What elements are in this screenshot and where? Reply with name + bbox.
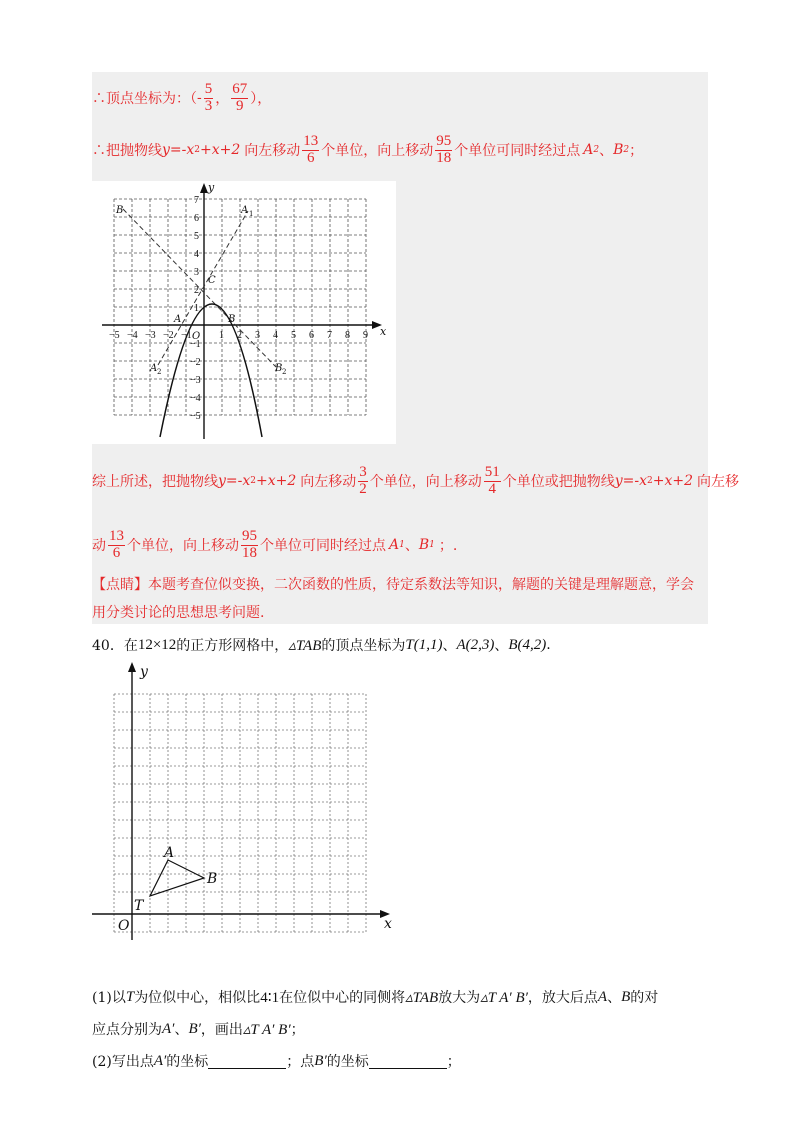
- fraction-denominator: 4: [488, 480, 497, 497]
- y-tick: −2: [190, 357, 201, 368]
- move-left-fraction: [302, 134, 319, 167]
- x-tick: −2: [163, 330, 174, 341]
- vertex-x-sign: -: [197, 90, 202, 106]
- summary-line-2: [92, 522, 457, 568]
- y-axis-label: y: [208, 181, 215, 194]
- origin-label: O: [192, 331, 201, 342]
- fraction-numerator: 95: [436, 132, 452, 149]
- subscript: 1: [429, 540, 435, 550]
- separator: ，: [215, 91, 230, 107]
- text: 综上所述，把抛物线: [92, 474, 218, 490]
- semicolon: ；: [629, 143, 644, 159]
- point-a2-label: A: [150, 363, 158, 374]
- point-label: A: [583, 142, 594, 158]
- text: .: [546, 637, 551, 653]
- y-axis-arrow-icon: [200, 183, 208, 193]
- x-tick: −5: [109, 330, 120, 341]
- question-number: 40．: [92, 638, 124, 654]
- text: 的对: [630, 990, 659, 1006]
- point-a: A: [597, 988, 608, 1005]
- y-axis-arrow-icon: [128, 662, 136, 672]
- text: 向左移动: [300, 474, 357, 490]
- y-tick: −5: [190, 411, 201, 422]
- question-40: [92, 632, 551, 658]
- point-t: T: [125, 988, 135, 1005]
- text: 个单位，向上移动: [321, 143, 434, 159]
- point-b: B: [621, 988, 631, 1005]
- triangle-name: ▵TAB: [405, 989, 439, 1006]
- parabola-expr: y=-x: [162, 142, 195, 158]
- subscript: 1: [249, 210, 254, 218]
- text: 的顶点坐标为: [321, 638, 406, 654]
- exponent: 2: [250, 476, 256, 486]
- point-b-label: B: [228, 314, 236, 325]
- parabola-expr: y=-x: [218, 473, 251, 489]
- triangle-name-prime: ▵T A′ B′: [242, 1021, 291, 1038]
- point-t-coord: T(1,1): [405, 636, 443, 653]
- text: (2)写出点: [92, 1054, 154, 1070]
- fraction-denominator: 3: [204, 97, 213, 114]
- x-tick: −3: [145, 330, 156, 341]
- fraction-numerator: 5: [204, 80, 213, 97]
- subscript: 2: [282, 368, 287, 376]
- y-tick: −3: [190, 375, 201, 386]
- comment-text: 【点睛】本题考查位似变换，二次函数的性质，待定系数法等知识，解题的关键是理解题意，学会: [92, 577, 694, 593]
- text: ，画出: [200, 1022, 243, 1038]
- text: 放大为: [438, 990, 481, 1006]
- fraction-numerator: 3: [359, 463, 367, 480]
- point-b-coord: B(4,2): [508, 636, 547, 653]
- summary2-left-fraction: [108, 529, 125, 562]
- summary-line-1: [92, 458, 739, 504]
- fraction-denominator: 9: [235, 97, 244, 114]
- fraction-numerator: 13: [303, 132, 319, 149]
- vertex-x-fraction: [204, 82, 214, 115]
- answer-blank-a[interactable]: [208, 1054, 286, 1069]
- point-label: A: [389, 537, 400, 553]
- ratio: 4∶1: [260, 989, 280, 1006]
- grid: [114, 694, 366, 932]
- parabola-figure: [92, 181, 396, 444]
- x-tick: 5: [291, 330, 296, 341]
- point-label: B: [418, 537, 430, 553]
- move-line: [92, 128, 643, 172]
- comment-text: 用分类讨论的思想思考问题.: [92, 605, 265, 621]
- x-tick: 7: [327, 330, 332, 341]
- summary-left-fraction: [358, 465, 368, 498]
- y-axis-label: y: [140, 664, 148, 680]
- vertex-end: ），: [250, 91, 272, 107]
- separator: 、: [404, 538, 419, 554]
- y-tick: 2: [194, 285, 199, 296]
- text: ；: [290, 1022, 305, 1038]
- separator: 、: [494, 638, 509, 654]
- text: ，放大后点: [527, 990, 598, 1006]
- point-b2-label: B: [275, 363, 283, 374]
- parabola-expr-tail: +x+2: [256, 473, 297, 489]
- grid-size: 12×12: [137, 636, 177, 653]
- text: (1)以: [92, 990, 126, 1006]
- subscript: 2: [623, 145, 630, 155]
- origin-label: O: [118, 918, 130, 934]
- point-a-coord: A(2,3): [456, 636, 495, 653]
- point-a-label: A: [174, 314, 182, 325]
- text: ；: [446, 1054, 461, 1070]
- y-tick: 7: [194, 195, 199, 206]
- summary2-up-fraction: [241, 529, 258, 562]
- comment-line-2: [92, 600, 264, 624]
- x-tick: −4: [127, 330, 138, 341]
- grid: [114, 199, 366, 415]
- move-up-fraction: [435, 134, 452, 167]
- text: 在位似中心的同侧将: [279, 990, 406, 1006]
- text: 在: [123, 638, 138, 654]
- point-a-prime: A′: [162, 1020, 175, 1037]
- separator: 、: [599, 143, 614, 159]
- exponent: 2: [647, 476, 653, 486]
- text: 的正方形网格中，: [176, 638, 289, 654]
- line-a2-a1: [158, 211, 248, 365]
- separator: 、: [442, 638, 457, 654]
- y-tick: −4: [190, 393, 201, 404]
- text: ；.: [438, 538, 458, 554]
- exponent: 2: [194, 145, 200, 155]
- x-tick: 4: [273, 330, 278, 341]
- point-a-prime: A′: [153, 1052, 167, 1069]
- vertex-label: ∴顶点坐标为：（: [92, 91, 197, 107]
- text: 动: [92, 538, 106, 554]
- text: 为位似中心，相似比: [134, 990, 261, 1006]
- fraction-denominator: 6: [112, 544, 121, 561]
- point-b-prime: B′: [314, 1052, 327, 1069]
- y-tick: 1: [194, 303, 199, 314]
- part-1-line-2: [92, 1016, 305, 1042]
- text: 个单位，向上移动: [369, 474, 482, 490]
- vertex-y-fraction: [231, 82, 248, 115]
- fraction-denominator: 6: [307, 149, 315, 166]
- parabola-svg: [92, 181, 396, 444]
- point-c-label: C: [208, 275, 216, 286]
- point-t-label: T: [134, 898, 144, 914]
- x-tick: 8: [345, 330, 350, 341]
- part-2-line: [92, 1048, 461, 1074]
- text: 个单位可同时经过点: [260, 538, 386, 554]
- triangle-name: ▵TAB: [288, 637, 322, 654]
- separator: 、: [174, 1022, 189, 1038]
- text: 的坐标: [166, 1054, 209, 1070]
- triangle-name-prime: ▵T A′ B′: [480, 989, 528, 1006]
- text: 向左移: [697, 474, 740, 490]
- answer-blank-b[interactable]: [369, 1054, 447, 1069]
- x-axis-label: x: [384, 916, 392, 932]
- fraction-numerator: 95: [242, 527, 257, 544]
- text: 向左移动: [244, 143, 301, 159]
- parabola-expr: y=-x: [614, 473, 648, 489]
- parabola-expr-tail: +x+2: [200, 142, 241, 158]
- comment-line-1: [92, 572, 694, 596]
- x-tick: 1: [219, 330, 224, 341]
- x-tick: 9: [363, 330, 368, 341]
- summary-up-fraction: [484, 465, 501, 498]
- x-axis-label: x: [380, 325, 387, 338]
- x-tick: 6: [309, 330, 314, 341]
- text: ；点: [286, 1054, 315, 1070]
- x-tick: 2: [237, 330, 242, 341]
- point-a1-label: A: [241, 205, 249, 216]
- fraction-denominator: 2: [359, 480, 367, 497]
- subscript: 2: [157, 368, 162, 376]
- y-tick: 5: [194, 231, 199, 242]
- grid-figure: [90, 660, 400, 944]
- point-a-label: A: [164, 845, 175, 861]
- fraction-denominator: 18: [242, 544, 257, 561]
- fraction-numerator: 51: [484, 463, 500, 480]
- y-tick: 6: [194, 213, 199, 224]
- x-tick: −1: [181, 330, 192, 341]
- fraction-denominator: 18: [436, 149, 452, 166]
- part-1-line-1: [92, 984, 658, 1010]
- text: ∴把抛物线: [92, 143, 162, 159]
- point-label: B: [613, 142, 624, 158]
- y-tick: 4: [194, 249, 199, 260]
- grid-svg: [90, 660, 400, 940]
- y-tick: −1: [190, 339, 201, 350]
- text: 个单位可同时经过点: [454, 143, 581, 159]
- text: 应点分别为: [92, 1022, 162, 1038]
- point-b-prime: B′: [188, 1020, 201, 1037]
- x-tick: 3: [255, 330, 260, 341]
- text: 的坐标: [326, 1054, 369, 1070]
- text: 个单位，向上移动: [127, 538, 239, 554]
- text: 个单位或把抛物线: [502, 474, 615, 490]
- triangle-tab: [150, 860, 204, 896]
- subscript: 1: [399, 540, 405, 550]
- fraction-numerator: 67: [232, 80, 248, 97]
- fraction-numerator: 13: [109, 527, 124, 544]
- subscript: 2: [593, 145, 600, 155]
- separator: 、: [607, 990, 622, 1006]
- parabola-expr-tail: +x+2: [652, 473, 694, 489]
- point-labels: [115, 205, 286, 376]
- point-b-label: B: [207, 871, 218, 887]
- point-b1-label: B: [116, 205, 124, 216]
- y-tick: 3: [194, 267, 199, 278]
- vertex-line: [92, 76, 271, 120]
